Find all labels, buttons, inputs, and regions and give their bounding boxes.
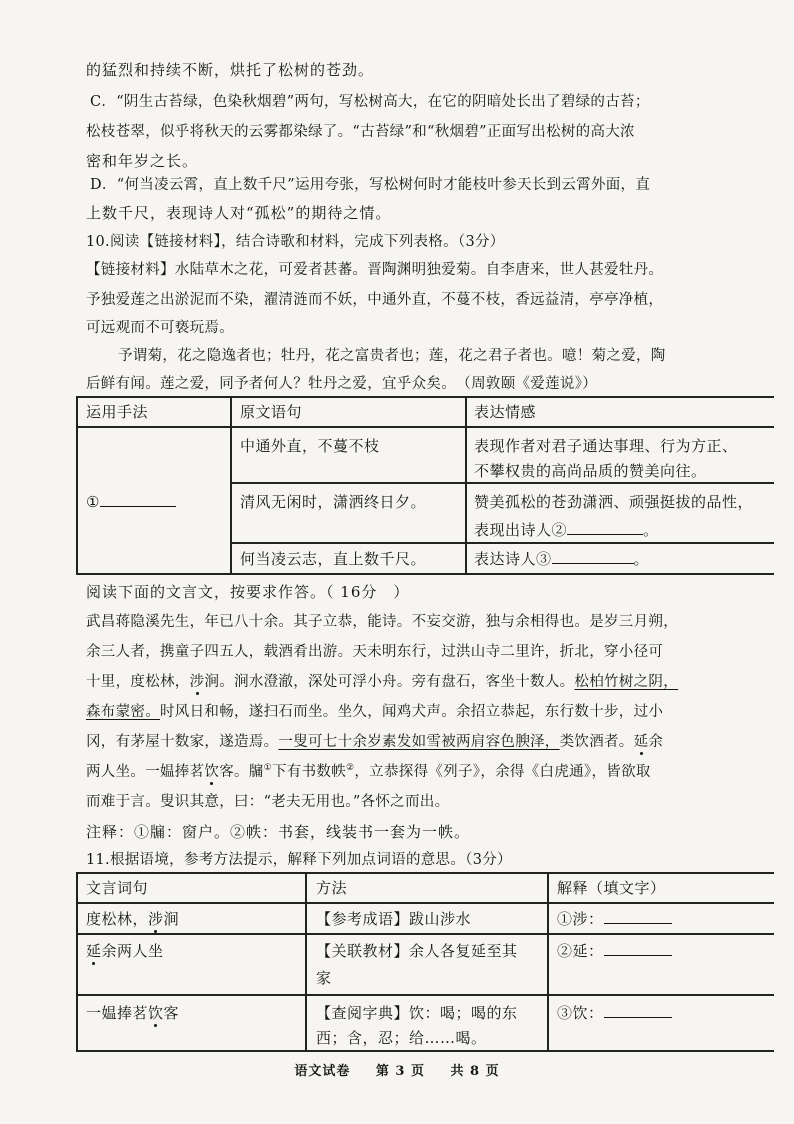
table-cell: 赞美孤松的苍劲潇洒、顽强挺拔的品性， bbox=[474, 493, 754, 511]
answer-blank[interactable] bbox=[100, 492, 176, 507]
passage-text: 类饮酒者。 bbox=[559, 734, 634, 750]
linked-material-line: 【链接材料】水陆草木之花，可爱者甚蕃。晋陶渊明独爱菊。自李唐来，世人甚爱牡丹。 bbox=[86, 262, 664, 278]
dotted-word: 涉 bbox=[148, 910, 164, 928]
passage-line: 而难于言。叟识其意，曰：“老夫无用也。”各怀之而出。 bbox=[86, 794, 450, 810]
table-cell: 家 bbox=[316, 969, 332, 987]
footer-total-pages: 共 8 页 bbox=[450, 1064, 500, 1079]
cell-text: 一媪捧茗 bbox=[86, 1004, 149, 1022]
table-header: 表达情感 bbox=[474, 403, 537, 421]
section-heading: 阅读下面的文言文，按要求作答。（ 16分 ） bbox=[86, 583, 410, 601]
cell-text: 客 bbox=[163, 1004, 180, 1022]
passage-text: 下有书数帙 bbox=[272, 764, 346, 780]
option-d-line: D．“何当凌云霄，直上数千尺”运用夸张，写松树何时才能枝叶参天长到云霄外面，直 bbox=[90, 177, 651, 193]
table-cell: 不攀权贵的高尚品质的赞美向往。 bbox=[474, 462, 707, 480]
table-cell: 【查阅字典】饮：喝；喝的东 bbox=[316, 1004, 518, 1022]
table-cell bbox=[86, 909, 179, 929]
option-d-line: 上数千尺，表现诗人对“孤松”的期待之情。 bbox=[86, 204, 392, 222]
table-cell bbox=[557, 941, 672, 961]
page-footer bbox=[0, 1060, 794, 1079]
table-cell: 何当凌云志，直上数千尺。 bbox=[240, 550, 427, 568]
cell-text: 。 bbox=[643, 521, 659, 539]
footnote-marker: ② bbox=[346, 763, 355, 774]
answer-blank[interactable] bbox=[604, 909, 672, 924]
footnote-marker: ① bbox=[263, 763, 272, 774]
passage-line bbox=[86, 672, 678, 692]
table-cell: 中通外直，不蔓不枝 bbox=[240, 437, 380, 455]
cell-text: ①涉： bbox=[557, 910, 604, 928]
dotted-word: 涉 bbox=[189, 674, 205, 690]
cell-text: 涧 bbox=[163, 910, 180, 928]
footer-page-number: 第 3 页 bbox=[375, 1064, 425, 1079]
answer-blank[interactable] bbox=[567, 520, 643, 535]
passage-line bbox=[86, 762, 651, 782]
table-cell: 【参考成语】跋山涉水 bbox=[316, 910, 472, 928]
option-c-line: 松枝苍翠，似乎将秋天的云雾都染绿了。“古苔绿”和“秋烟碧”正面写出松树的高大浓 bbox=[86, 124, 635, 140]
annotation-line: 注释：①牖：窗户。②帙：书套，线装书一套为一帙。 bbox=[86, 823, 471, 841]
underlined-sentence: 森布蒙密。 bbox=[86, 704, 160, 720]
dotted-word: 延 bbox=[633, 734, 649, 750]
answer-blank[interactable] bbox=[552, 549, 634, 564]
table-cell: 表现作者对君子通达事理、行为方正、 bbox=[474, 437, 738, 455]
passage-text: 时风日和畅，遂扫石而坐。坐久，闻鸡犬声。余招立恭起，东行数十步，过小 bbox=[160, 704, 664, 720]
text-line: 的猛烈和持续不断，烘托了松树的苍劲。 bbox=[86, 61, 375, 79]
table-cell: 清风无闲时，潇洒终日夕。 bbox=[240, 493, 427, 511]
option-c-line: 密和年岁之长。 bbox=[86, 152, 199, 170]
table-cell bbox=[557, 909, 672, 929]
cell-text: 表达诗人③ bbox=[474, 550, 552, 568]
table-header: 文言词句 bbox=[86, 879, 149, 897]
blank-number: ① bbox=[86, 493, 100, 511]
passage-line: 余三人者，携童子四五人，载酒肴出游。天未明东行，过洪山寺二里许，折北，穿小径可 bbox=[86, 644, 664, 660]
cell-text: 表现出诗人② bbox=[474, 521, 568, 539]
table-header: 方法 bbox=[316, 879, 348, 897]
linked-material-line: 予独爱莲之出淤泥而不染，濯清涟而不妖，中通外直，不蔓不枝，香远益清，亭亭净植， bbox=[86, 292, 664, 308]
table-cell bbox=[557, 1003, 672, 1023]
passage-line bbox=[86, 702, 663, 722]
passage-text: 十里，度松林， bbox=[86, 674, 190, 690]
cell-text: ③饮： bbox=[557, 1004, 604, 1022]
footer-subject: 语文试卷 bbox=[294, 1064, 351, 1079]
blank-1-cell bbox=[86, 492, 176, 512]
passage-line bbox=[86, 732, 663, 752]
underlined-sentence: 一叟可七十余岁素发如雪被两肩容色腴泽， bbox=[278, 734, 560, 750]
question-11: 11.根据语境，参考方法提示，解释下列加点词语的意思。（3分） bbox=[86, 852, 512, 868]
dotted-word: 饮 bbox=[204, 764, 220, 780]
linked-material-line: 予谓菊，花之隐逸者也；牡丹，花之富贵者也；莲，花之君子者也。噫！菊之爱，陶 bbox=[118, 348, 666, 364]
passage-text: ，立恭探得《列子》，余得《白虎通》，皆欲取 bbox=[354, 764, 651, 780]
underlined-sentence: 松柏竹树之阴， bbox=[574, 674, 679, 690]
passage-text: 涧。涧水澄澈，深处可浮小舟。旁有盘石，客坐十数人。 bbox=[204, 674, 575, 690]
dotted-word: 延 bbox=[86, 942, 102, 960]
answer-blank[interactable] bbox=[604, 941, 672, 956]
table-cell bbox=[474, 549, 649, 569]
table-cell bbox=[474, 520, 659, 540]
cell-text: ②延： bbox=[557, 942, 604, 960]
passage-text: 余 bbox=[648, 734, 664, 750]
answer-blank[interactable] bbox=[604, 1003, 672, 1018]
table-cell: 西；含，忍；给……喝。 bbox=[316, 1029, 487, 1047]
cell-text: 余两人坐 bbox=[101, 942, 164, 960]
table-cell bbox=[86, 941, 164, 961]
table-cell: 【关联教材】余人各复延至其 bbox=[316, 942, 518, 960]
option-c-line: C．“阴生古苔绿，色染秋烟碧”两句，写松树高大，在它的阴暗处长出了碧绿的古苔； bbox=[90, 94, 650, 110]
passage-text: 客。牖 bbox=[219, 764, 264, 780]
cell-text: 度松林， bbox=[86, 910, 149, 928]
linked-material-line: 可远观而不可亵玩焉。 bbox=[86, 320, 234, 336]
linked-material-line: 后鲜有闻。莲之爱，同予者何人？牡丹之爱，宜乎众矣。 （周敦颐《爱莲说》） bbox=[86, 376, 598, 392]
dotted-word: 饮 bbox=[148, 1004, 164, 1022]
table-header: 运用手法 bbox=[86, 403, 149, 421]
passage-line: 武昌蒋隐溪先生，年已八十余。其子立恭，能诗。不妄交游，独与余相得也。是岁三月朔， bbox=[86, 614, 678, 630]
table-header: 解释（填文字） bbox=[557, 879, 666, 897]
table-cell bbox=[86, 1003, 179, 1023]
passage-text: 两人坐。一媪捧茗 bbox=[86, 764, 205, 780]
table-header: 原文语句 bbox=[240, 403, 303, 421]
passage-text: 冈，有茅屋十数家，遂造焉。 bbox=[86, 734, 279, 750]
question-10: 10.阅读【链接材料】，结合诗歌和材料，完成下列表格。（3分） bbox=[86, 234, 505, 250]
cell-text: 。 bbox=[633, 550, 650, 568]
